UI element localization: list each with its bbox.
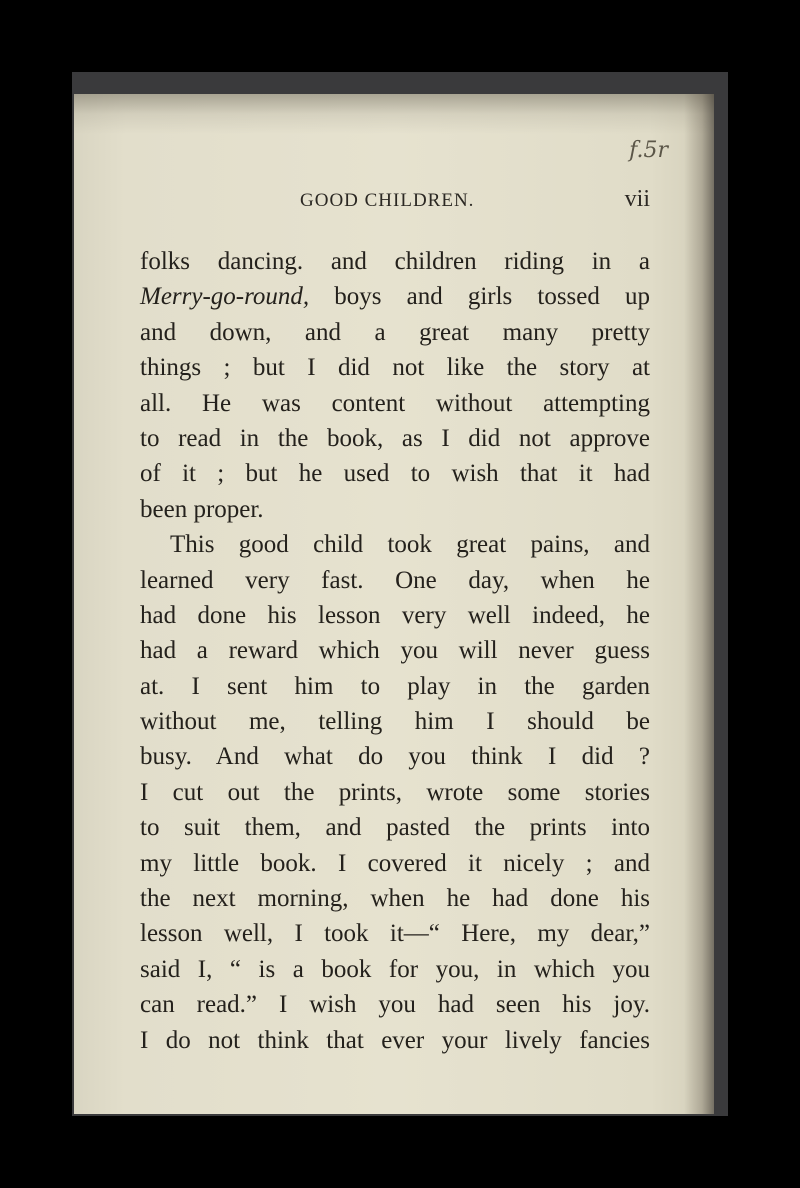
text-line: This good child took great pains, and bbox=[170, 531, 650, 559]
running-title: GOOD CHILDREN. bbox=[300, 190, 475, 211]
folio-mark: f.5r bbox=[629, 138, 668, 163]
text-line: to suit them, and pasted the prints into bbox=[140, 814, 650, 842]
text-line: can read.” I wish you had seen his joy. bbox=[140, 991, 650, 1019]
text-line: my little book. I covered it nicely ; and bbox=[140, 849, 650, 877]
text-line: to read in the book, as I did not approve bbox=[140, 424, 650, 452]
emphasis-text: Merry-go-round, bbox=[140, 283, 310, 311]
page-number: vii bbox=[624, 186, 650, 212]
text-line: all. He was content without attempting bbox=[140, 389, 650, 417]
text-line: had done his lesson very well indeed, he bbox=[140, 601, 650, 629]
text-line: been proper. bbox=[140, 495, 264, 523]
text-line: said I, “ is a book for you, in which you bbox=[140, 955, 650, 983]
page-top-shadow bbox=[74, 94, 714, 134]
running-head bbox=[140, 186, 650, 216]
text-line bbox=[140, 279, 650, 314]
text-line: things ; but I did not like the story at bbox=[140, 354, 650, 382]
body-text bbox=[140, 244, 650, 1058]
text-line: had a reward which you will never guess bbox=[140, 637, 650, 665]
text-line: without me, telling him I should be bbox=[140, 708, 650, 736]
text-line: lesson well, I took it—“ Here, my dear,” bbox=[140, 920, 650, 948]
text-line: and down, and a great many pretty bbox=[140, 318, 650, 346]
text-fragment: boys and girls tossed up bbox=[309, 283, 650, 311]
book-page bbox=[74, 94, 714, 1114]
text-line: of it ; but he used to wish that it had bbox=[140, 460, 650, 488]
text-line: busy. And what do you think I did ? bbox=[140, 743, 650, 771]
text-line: learned very fast. One day, when he bbox=[140, 566, 650, 594]
text-line: I cut out the prints, wrote some stories bbox=[140, 778, 650, 806]
scanned-page-image bbox=[72, 72, 728, 1116]
text-line: I do not think that ever your lively fancies bbox=[140, 1026, 650, 1054]
page-edge-shadow bbox=[684, 94, 714, 1114]
text-line: folks dancing. and children riding in a bbox=[140, 248, 650, 275]
text-line: at. I sent him to play in the garden bbox=[140, 672, 650, 700]
text-line: the next morning, when he had done his bbox=[140, 885, 650, 913]
